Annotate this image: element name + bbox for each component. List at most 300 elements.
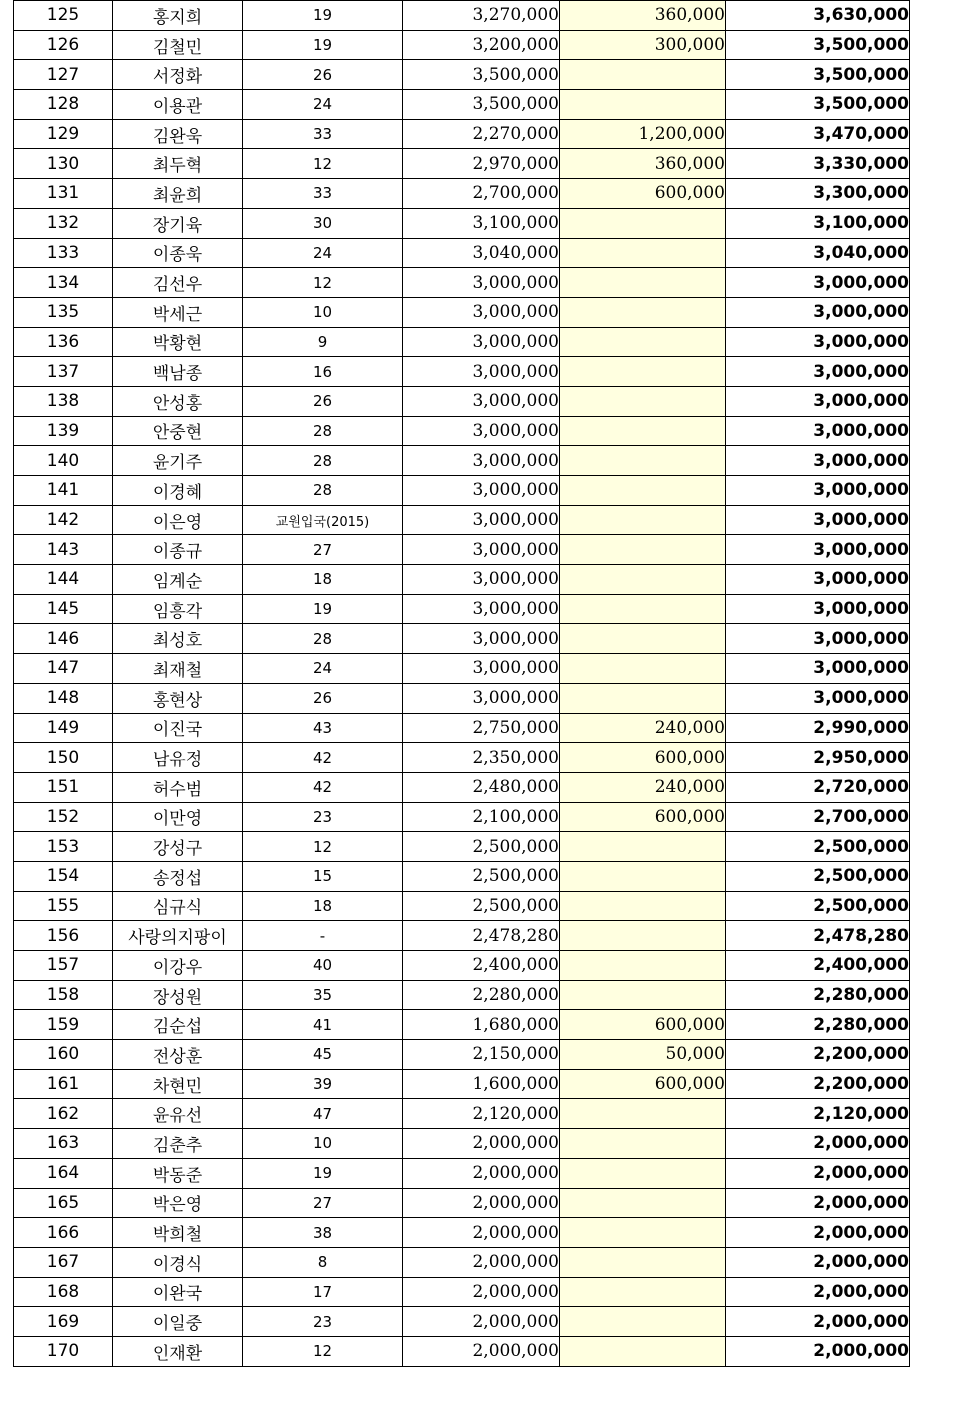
amount-cell: 2,270,000 xyxy=(403,119,560,149)
donor-name-cell: 사랑의지팡이 xyxy=(113,921,243,951)
row-number-cell: 132 xyxy=(14,208,113,238)
additional-amount-cell: 240,000 xyxy=(560,772,726,802)
table-row xyxy=(14,1040,910,1070)
table-row xyxy=(14,743,910,773)
generation-cell: 28 xyxy=(243,446,403,476)
donor-name-cell: 홍현상 xyxy=(113,683,243,713)
amount-cell: 2,480,000 xyxy=(403,772,560,802)
amount-cell: 2,000,000 xyxy=(403,1277,560,1307)
additional-amount-cell xyxy=(560,297,726,327)
total-amount-cell: 2,720,000 xyxy=(726,772,910,802)
table-row xyxy=(14,327,910,357)
row-number-cell: 133 xyxy=(14,238,113,268)
additional-amount-cell xyxy=(560,476,726,506)
table-row xyxy=(14,802,910,832)
amount-cell: 3,000,000 xyxy=(403,357,560,387)
row-number-cell: 144 xyxy=(14,565,113,595)
donor-name-cell: 이일중 xyxy=(113,1307,243,1337)
donor-name-cell: 김순섭 xyxy=(113,1010,243,1040)
additional-amount-cell xyxy=(560,60,726,90)
additional-amount-cell xyxy=(560,505,726,535)
table-row xyxy=(14,921,910,951)
total-amount-cell: 2,000,000 xyxy=(726,1307,910,1337)
additional-amount-cell xyxy=(560,327,726,357)
row-number-cell: 156 xyxy=(14,921,113,951)
total-amount-cell: 3,330,000 xyxy=(726,149,910,179)
donor-name-cell: 서정화 xyxy=(113,60,243,90)
total-amount-cell: 3,000,000 xyxy=(726,327,910,357)
generation-cell: 19 xyxy=(243,594,403,624)
table-row xyxy=(14,624,910,654)
additional-amount-cell xyxy=(560,357,726,387)
total-amount-cell: 3,000,000 xyxy=(726,535,910,565)
generation-cell: 45 xyxy=(243,1040,403,1070)
donor-name-cell: 김선우 xyxy=(113,268,243,298)
table-row xyxy=(14,1188,910,1218)
total-amount-cell: 2,000,000 xyxy=(726,1158,910,1188)
amount-cell: 2,500,000 xyxy=(403,891,560,921)
donation-table-body xyxy=(14,1,910,1367)
table-row xyxy=(14,1336,910,1366)
total-amount-cell: 3,470,000 xyxy=(726,119,910,149)
generation-cell: 42 xyxy=(243,743,403,773)
amount-cell: 3,000,000 xyxy=(403,476,560,506)
row-number-cell: 158 xyxy=(14,980,113,1010)
amount-cell: 3,000,000 xyxy=(403,624,560,654)
table-row xyxy=(14,119,910,149)
additional-amount-cell xyxy=(560,891,726,921)
donor-name-cell: 홍지희 xyxy=(113,1,243,31)
generation-cell: 15 xyxy=(243,861,403,891)
row-number-cell: 128 xyxy=(14,90,113,120)
generation-cell: 33 xyxy=(243,119,403,149)
total-amount-cell: 3,000,000 xyxy=(726,476,910,506)
amount-cell: 3,000,000 xyxy=(403,683,560,713)
donor-name-cell: 강성구 xyxy=(113,832,243,862)
amount-cell: 2,120,000 xyxy=(403,1099,560,1129)
table-row xyxy=(14,90,910,120)
amount-cell: 3,000,000 xyxy=(403,565,560,595)
total-amount-cell: 3,000,000 xyxy=(726,416,910,446)
row-number-cell: 125 xyxy=(14,1,113,31)
donor-name-cell: 이강우 xyxy=(113,951,243,981)
amount-cell: 1,600,000 xyxy=(403,1069,560,1099)
total-amount-cell: 3,000,000 xyxy=(726,505,910,535)
donor-name-cell: 장성원 xyxy=(113,980,243,1010)
generation-cell: 39 xyxy=(243,1069,403,1099)
row-number-cell: 166 xyxy=(14,1218,113,1248)
total-amount-cell: 3,100,000 xyxy=(726,208,910,238)
additional-amount-cell: 600,000 xyxy=(560,802,726,832)
donor-name-cell: 안중현 xyxy=(113,416,243,446)
total-amount-cell: 2,120,000 xyxy=(726,1099,910,1129)
donor-name-cell: 이종규 xyxy=(113,535,243,565)
table-row xyxy=(14,861,910,891)
generation-cell: 42 xyxy=(243,772,403,802)
generation-cell: 38 xyxy=(243,1218,403,1248)
table-row xyxy=(14,951,910,981)
total-amount-cell: 2,990,000 xyxy=(726,713,910,743)
amount-cell: 2,478,280 xyxy=(403,921,560,951)
donor-name-cell: 이은영 xyxy=(113,505,243,535)
amount-cell: 2,000,000 xyxy=(403,1188,560,1218)
total-amount-cell: 2,500,000 xyxy=(726,861,910,891)
row-number-cell: 153 xyxy=(14,832,113,862)
generation-cell: 10 xyxy=(243,1129,403,1159)
row-number-cell: 142 xyxy=(14,505,113,535)
additional-amount-cell xyxy=(560,861,726,891)
table-row xyxy=(14,297,910,327)
total-amount-cell: 3,500,000 xyxy=(726,90,910,120)
donor-name-cell: 인재환 xyxy=(113,1336,243,1366)
amount-cell: 3,000,000 xyxy=(403,446,560,476)
row-number-cell: 131 xyxy=(14,179,113,209)
donor-name-cell: 박세근 xyxy=(113,297,243,327)
table-row xyxy=(14,357,910,387)
amount-cell: 2,100,000 xyxy=(403,802,560,832)
generation-cell: 26 xyxy=(243,683,403,713)
generation-cell: 43 xyxy=(243,713,403,743)
amount-cell: 3,500,000 xyxy=(403,60,560,90)
generation-cell: 41 xyxy=(243,1010,403,1040)
additional-amount-cell xyxy=(560,1218,726,1248)
total-amount-cell: 3,000,000 xyxy=(726,297,910,327)
generation-cell: 23 xyxy=(243,1307,403,1337)
total-amount-cell: 2,500,000 xyxy=(726,891,910,921)
additional-amount-cell xyxy=(560,535,726,565)
generation-cell: 17 xyxy=(243,1277,403,1307)
additional-amount-cell xyxy=(560,1277,726,1307)
table-row xyxy=(14,772,910,802)
total-amount-cell: 3,000,000 xyxy=(726,446,910,476)
donor-name-cell: 장기육 xyxy=(113,208,243,238)
generation-cell: 12 xyxy=(243,268,403,298)
amount-cell: 2,280,000 xyxy=(403,980,560,1010)
total-amount-cell: 3,300,000 xyxy=(726,179,910,209)
table-row xyxy=(14,683,910,713)
generation-cell: 12 xyxy=(243,149,403,179)
additional-amount-cell: 50,000 xyxy=(560,1040,726,1070)
row-number-cell: 154 xyxy=(14,861,113,891)
generation-cell: 28 xyxy=(243,624,403,654)
additional-amount-cell xyxy=(560,446,726,476)
table-row xyxy=(14,1218,910,1248)
generation-cell: 24 xyxy=(243,238,403,268)
donor-name-cell: 이경혜 xyxy=(113,476,243,506)
generation-cell: 18 xyxy=(243,565,403,595)
additional-amount-cell: 360,000 xyxy=(560,1,726,31)
row-number-cell: 159 xyxy=(14,1010,113,1040)
total-amount-cell: 2,200,000 xyxy=(726,1069,910,1099)
row-number-cell: 162 xyxy=(14,1099,113,1129)
row-number-cell: 160 xyxy=(14,1040,113,1070)
amount-cell: 2,500,000 xyxy=(403,832,560,862)
table-row xyxy=(14,1010,910,1040)
amount-cell: 2,400,000 xyxy=(403,951,560,981)
generation-cell: 10 xyxy=(243,297,403,327)
row-number-cell: 164 xyxy=(14,1158,113,1188)
additional-amount-cell xyxy=(560,980,726,1010)
generation-cell: 33 xyxy=(243,179,403,209)
total-amount-cell: 3,000,000 xyxy=(726,386,910,416)
donor-name-cell: 심규식 xyxy=(113,891,243,921)
donor-name-cell: 안성홍 xyxy=(113,386,243,416)
donor-name-cell: 윤유선 xyxy=(113,1099,243,1129)
donor-name-cell: 김춘추 xyxy=(113,1129,243,1159)
total-amount-cell: 2,700,000 xyxy=(726,802,910,832)
total-amount-cell: 3,000,000 xyxy=(726,268,910,298)
table-row xyxy=(14,1069,910,1099)
additional-amount-cell xyxy=(560,832,726,862)
total-amount-cell: 3,000,000 xyxy=(726,594,910,624)
total-amount-cell: 3,500,000 xyxy=(726,60,910,90)
amount-cell: 2,350,000 xyxy=(403,743,560,773)
total-amount-cell: 3,040,000 xyxy=(726,238,910,268)
total-amount-cell: 2,400,000 xyxy=(726,951,910,981)
row-number-cell: 148 xyxy=(14,683,113,713)
additional-amount-cell xyxy=(560,921,726,951)
total-amount-cell: 2,000,000 xyxy=(726,1188,910,1218)
donor-name-cell: 허수범 xyxy=(113,772,243,802)
additional-amount-cell xyxy=(560,208,726,238)
total-amount-cell: 2,950,000 xyxy=(726,743,910,773)
donor-name-cell: 이종욱 xyxy=(113,238,243,268)
total-amount-cell: 3,630,000 xyxy=(726,1,910,31)
generation-cell: 12 xyxy=(243,1336,403,1366)
donor-name-cell: 김철민 xyxy=(113,30,243,60)
generation-cell: 35 xyxy=(243,980,403,1010)
donor-name-cell: 백남종 xyxy=(113,357,243,387)
additional-amount-cell xyxy=(560,594,726,624)
generation-cell: - xyxy=(243,921,403,951)
total-amount-cell: 2,500,000 xyxy=(726,832,910,862)
row-number-cell: 169 xyxy=(14,1307,113,1337)
donor-name-cell: 이완국 xyxy=(113,1277,243,1307)
row-number-cell: 150 xyxy=(14,743,113,773)
table-row xyxy=(14,1277,910,1307)
row-number-cell: 126 xyxy=(14,30,113,60)
additional-amount-cell xyxy=(560,90,726,120)
amount-cell: 2,500,000 xyxy=(403,861,560,891)
additional-amount-cell: 240,000 xyxy=(560,713,726,743)
generation-cell: 23 xyxy=(243,802,403,832)
amount-cell: 2,000,000 xyxy=(403,1158,560,1188)
donor-name-cell: 이진국 xyxy=(113,713,243,743)
total-amount-cell: 3,000,000 xyxy=(726,357,910,387)
donor-name-cell: 최재철 xyxy=(113,654,243,684)
additional-amount-cell xyxy=(560,1247,726,1277)
table-row xyxy=(14,565,910,595)
total-amount-cell: 2,200,000 xyxy=(726,1040,910,1070)
row-number-cell: 130 xyxy=(14,149,113,179)
generation-cell: 16 xyxy=(243,357,403,387)
additional-amount-cell xyxy=(560,1099,726,1129)
generation-cell: 18 xyxy=(243,891,403,921)
total-amount-cell: 2,280,000 xyxy=(726,1010,910,1040)
row-number-cell: 165 xyxy=(14,1188,113,1218)
additional-amount-cell xyxy=(560,1129,726,1159)
total-amount-cell: 3,000,000 xyxy=(726,654,910,684)
generation-cell: 30 xyxy=(243,208,403,238)
row-number-cell: 152 xyxy=(14,802,113,832)
row-number-cell: 145 xyxy=(14,594,113,624)
donor-name-cell: 김완욱 xyxy=(113,119,243,149)
total-amount-cell: 2,000,000 xyxy=(726,1277,910,1307)
table-row xyxy=(14,832,910,862)
additional-amount-cell: 600,000 xyxy=(560,743,726,773)
total-amount-cell: 2,478,280 xyxy=(726,921,910,951)
amount-cell: 2,000,000 xyxy=(403,1336,560,1366)
donor-name-cell: 박은영 xyxy=(113,1188,243,1218)
generation-cell: 26 xyxy=(243,386,403,416)
donor-name-cell: 전상훈 xyxy=(113,1040,243,1070)
row-number-cell: 163 xyxy=(14,1129,113,1159)
amount-cell: 2,150,000 xyxy=(403,1040,560,1070)
table-row xyxy=(14,891,910,921)
donor-name-cell: 최윤희 xyxy=(113,179,243,209)
amount-cell: 1,680,000 xyxy=(403,1010,560,1040)
row-number-cell: 135 xyxy=(14,297,113,327)
generation-cell: 26 xyxy=(243,60,403,90)
table-row xyxy=(14,1158,910,1188)
donor-name-cell: 임계순 xyxy=(113,565,243,595)
row-number-cell: 161 xyxy=(14,1069,113,1099)
donor-name-cell: 최성호 xyxy=(113,624,243,654)
table-row xyxy=(14,1129,910,1159)
generation-cell: 27 xyxy=(243,535,403,565)
donor-name-cell: 윤기주 xyxy=(113,446,243,476)
row-number-cell: 141 xyxy=(14,476,113,506)
row-number-cell: 151 xyxy=(14,772,113,802)
additional-amount-cell: 600,000 xyxy=(560,179,726,209)
table-row xyxy=(14,505,910,535)
generation-cell: 40 xyxy=(243,951,403,981)
donor-name-cell: 이용관 xyxy=(113,90,243,120)
table-row xyxy=(14,1307,910,1337)
generation-cell: 24 xyxy=(243,654,403,684)
donor-name-cell: 송정섭 xyxy=(113,861,243,891)
table-row xyxy=(14,654,910,684)
table-row xyxy=(14,476,910,506)
table-row xyxy=(14,208,910,238)
amount-cell: 2,700,000 xyxy=(403,179,560,209)
row-number-cell: 127 xyxy=(14,60,113,90)
additional-amount-cell xyxy=(560,1188,726,1218)
additional-amount-cell: 300,000 xyxy=(560,30,726,60)
amount-cell: 3,100,000 xyxy=(403,208,560,238)
total-amount-cell: 3,000,000 xyxy=(726,683,910,713)
additional-amount-cell xyxy=(560,624,726,654)
generation-cell: 19 xyxy=(243,1158,403,1188)
table-row xyxy=(14,416,910,446)
generation-cell: 28 xyxy=(243,476,403,506)
additional-amount-cell xyxy=(560,268,726,298)
total-amount-cell: 3,500,000 xyxy=(726,30,910,60)
additional-amount-cell xyxy=(560,386,726,416)
amount-cell: 3,000,000 xyxy=(403,535,560,565)
donor-name-cell: 이만영 xyxy=(113,802,243,832)
table-row xyxy=(14,535,910,565)
table-row xyxy=(14,1099,910,1129)
table-row xyxy=(14,594,910,624)
additional-amount-cell xyxy=(560,654,726,684)
amount-cell: 3,270,000 xyxy=(403,1,560,31)
additional-amount-cell xyxy=(560,1336,726,1366)
table-row xyxy=(14,713,910,743)
row-number-cell: 149 xyxy=(14,713,113,743)
table-row xyxy=(14,386,910,416)
table-row xyxy=(14,60,910,90)
table-row xyxy=(14,1247,910,1277)
amount-cell: 3,000,000 xyxy=(403,386,560,416)
row-number-cell: 143 xyxy=(14,535,113,565)
additional-amount-cell: 600,000 xyxy=(560,1010,726,1040)
row-number-cell: 147 xyxy=(14,654,113,684)
donor-name-cell: 박황현 xyxy=(113,327,243,357)
additional-amount-cell: 1,200,000 xyxy=(560,119,726,149)
table-row xyxy=(14,149,910,179)
additional-amount-cell xyxy=(560,1158,726,1188)
donor-name-cell: 박희철 xyxy=(113,1218,243,1248)
amount-cell: 3,000,000 xyxy=(403,416,560,446)
amount-cell: 3,000,000 xyxy=(403,505,560,535)
table-row xyxy=(14,238,910,268)
additional-amount-cell: 600,000 xyxy=(560,1069,726,1099)
amount-cell: 3,200,000 xyxy=(403,30,560,60)
row-number-cell: 140 xyxy=(14,446,113,476)
generation-cell: 27 xyxy=(243,1188,403,1218)
row-number-cell: 167 xyxy=(14,1247,113,1277)
donor-name-cell: 박동준 xyxy=(113,1158,243,1188)
generation-cell: 교원입국(2015) xyxy=(243,505,403,535)
row-number-cell: 155 xyxy=(14,891,113,921)
donor-name-cell: 차현민 xyxy=(113,1069,243,1099)
row-number-cell: 129 xyxy=(14,119,113,149)
amount-cell: 2,000,000 xyxy=(403,1218,560,1248)
generation-cell: 47 xyxy=(243,1099,403,1129)
total-amount-cell: 2,000,000 xyxy=(726,1336,910,1366)
row-number-cell: 138 xyxy=(14,386,113,416)
additional-amount-cell xyxy=(560,683,726,713)
donor-name-cell: 임흥각 xyxy=(113,594,243,624)
total-amount-cell: 2,000,000 xyxy=(726,1129,910,1159)
amount-cell: 2,000,000 xyxy=(403,1129,560,1159)
additional-amount-cell xyxy=(560,416,726,446)
amount-cell: 2,750,000 xyxy=(403,713,560,743)
generation-cell: 24 xyxy=(243,90,403,120)
amount-cell: 3,500,000 xyxy=(403,90,560,120)
row-number-cell: 134 xyxy=(14,268,113,298)
donation-table xyxy=(13,0,910,1367)
additional-amount-cell: 360,000 xyxy=(560,149,726,179)
row-number-cell: 157 xyxy=(14,951,113,981)
amount-cell: 3,000,000 xyxy=(403,594,560,624)
generation-cell: 9 xyxy=(243,327,403,357)
generation-cell: 28 xyxy=(243,416,403,446)
table-row xyxy=(14,30,910,60)
generation-cell: 19 xyxy=(243,1,403,31)
row-number-cell: 139 xyxy=(14,416,113,446)
amount-cell: 2,970,000 xyxy=(403,149,560,179)
amount-cell: 3,000,000 xyxy=(403,297,560,327)
total-amount-cell: 3,000,000 xyxy=(726,624,910,654)
total-amount-cell: 2,280,000 xyxy=(726,980,910,1010)
table-row xyxy=(14,980,910,1010)
amount-cell: 3,000,000 xyxy=(403,268,560,298)
table-row xyxy=(14,446,910,476)
donor-name-cell: 남유정 xyxy=(113,743,243,773)
table-row xyxy=(14,1,910,31)
